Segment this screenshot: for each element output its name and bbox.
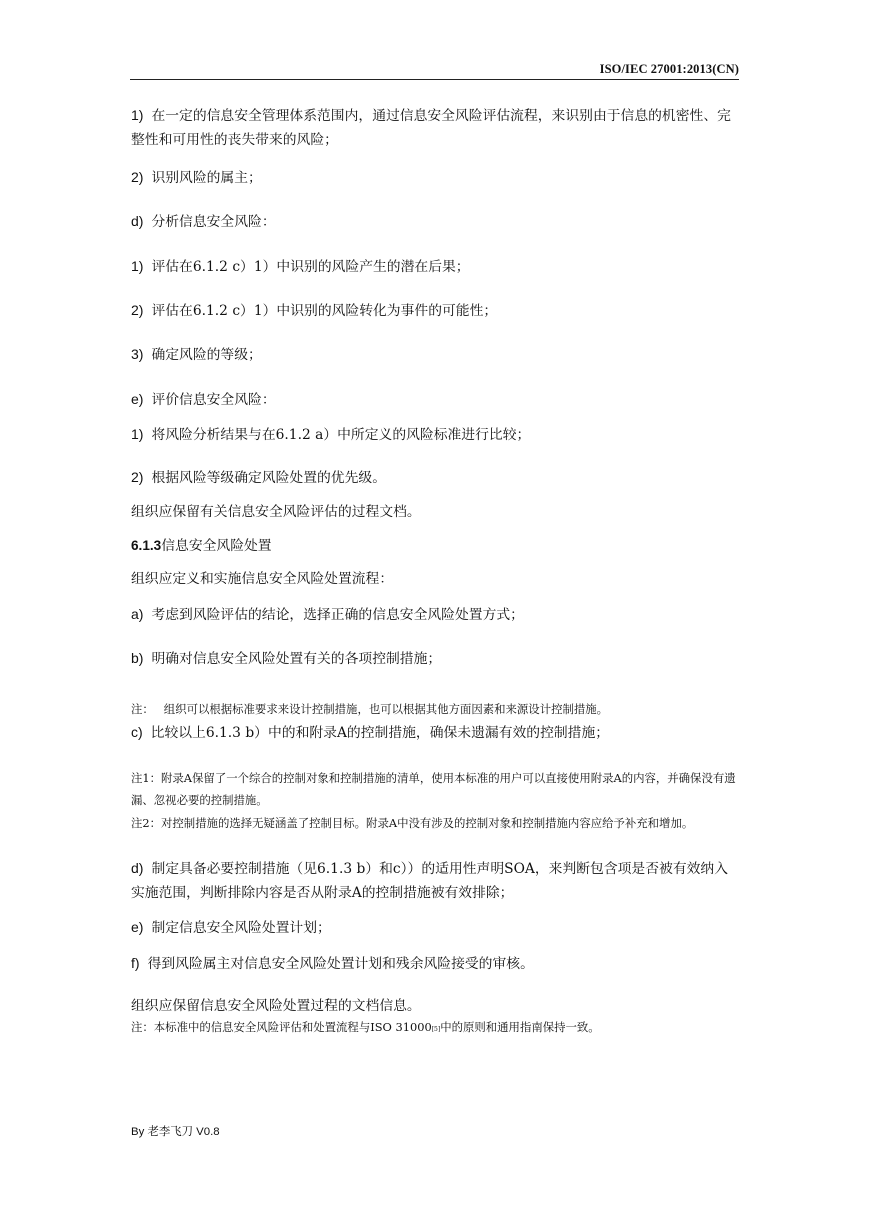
- note-c2: 注2：对控制措施的选择无疑涵盖了控制目标。附录A中没有涉及的控制对象和控制措施内容应给予补充和增加。: [131, 816, 694, 830]
- list-marker: 2): [131, 469, 144, 485]
- list-item-d1: [131, 257, 470, 276]
- list-item-d2: [131, 301, 497, 320]
- list-marker: 1): [131, 107, 144, 123]
- list-text: 明确对信息安全风险处置有关的各项控制措施；: [151, 651, 442, 667]
- list-item-e1: [131, 425, 530, 444]
- list-text: 得到风险属主对信息安全风险处置计划和残余风险接受的审核。: [147, 956, 534, 972]
- list-marker: e): [131, 391, 144, 407]
- list-text: 制定具备必要控制措施（见6.1.3 b）和c））的适用性声明SOA，来判断包含项是否被有效纳入实施范围，判断排除内容是否从附录A的控制措施被有效排除；: [131, 861, 729, 901]
- list-marker: 2): [131, 169, 144, 185]
- list-marker: d): [131, 860, 144, 876]
- list-marker: c): [131, 724, 143, 740]
- footer-author: By 老李飞刀 V0.8: [131, 1126, 220, 1138]
- note-label: 注：: [131, 702, 154, 716]
- list-text: 制定信息安全风险处置计划；: [151, 920, 331, 936]
- note-text-after: 中的原则和通用指南保持一致。: [440, 1020, 600, 1034]
- list-marker: 1): [131, 426, 144, 442]
- list-text: 评估在6.1.2 c）1）中识别的风险转化为事件的可能性；: [151, 303, 498, 319]
- note-c1: 注1：附录A保留了一个综合的控制对象和控制措施的清单，使用本标准的用户可以直接使用附录A的内容，并确保没有遗漏、忽视必要的控制措施。: [131, 771, 736, 807]
- paragraph-retain-treatment: 组织应保留信息安全风险处置过程的文档信息。: [131, 998, 421, 1014]
- list-text: 评价信息安全风险：: [151, 392, 276, 408]
- header-divider: [130, 79, 739, 80]
- list-marker: a): [131, 606, 144, 622]
- list-item-ta: [131, 605, 524, 624]
- list-marker: 2): [131, 302, 144, 318]
- list-text: 根据风险等级确定风险处置的优先级。: [151, 470, 386, 486]
- list-item-tb: [131, 649, 441, 668]
- list-item-e: [131, 390, 276, 409]
- list-item-c2: [131, 168, 262, 187]
- note-final: [131, 1018, 600, 1039]
- list-text: 将风险分析结果与在6.1.2 a）中所定义的风险标准进行比较；: [151, 427, 531, 443]
- list-marker: d): [131, 213, 144, 229]
- list-item-tf: [131, 954, 534, 973]
- list-text: 比较以上6.1.3 b）中的和附录A的控制措施，确保未遗漏有效的控制措施；: [150, 725, 610, 741]
- list-item-te: [131, 918, 331, 937]
- list-marker: e): [131, 919, 144, 935]
- list-text: 评估在6.1.2 c）1）中识别的风险产生的潜在后果；: [151, 259, 470, 275]
- list-marker: 3): [131, 346, 144, 362]
- list-item-c1: [131, 103, 739, 152]
- note-text: 组织可以根据标准要求来设计控制措施，也可以根据其他方面因素和来源设计控制措施。: [163, 702, 609, 716]
- list-text: 分析信息安全风险：: [151, 214, 276, 230]
- list-marker: b): [131, 650, 144, 666]
- list-item-tc: [131, 723, 609, 742]
- list-text: 识别风险的属主；: [151, 170, 262, 186]
- list-item-e2: [131, 468, 386, 487]
- section-heading-6-1-3: [131, 537, 272, 555]
- list-marker: f): [131, 955, 140, 971]
- paragraph-retain-assessment: 组织应保留有关信息安全风险评估的过程文档。: [131, 504, 421, 520]
- reference-marker: [5]: [431, 1026, 441, 1033]
- list-item-d: [131, 212, 276, 231]
- note-text-before: 注：本标准中的信息安全风险评估和处置流程与ISO 31000: [131, 1020, 432, 1034]
- section-title: 信息安全风险处置: [161, 538, 272, 554]
- list-text: 在一定的信息安全管理体系范围内，通过信息安全风险评估流程，来识别由于信息的机密性、完整性和可用性的丧失带来的风险；: [131, 108, 731, 148]
- note-b: [131, 700, 608, 718]
- section-number: 6.1.3: [131, 538, 162, 553]
- list-item-d3: [131, 345, 262, 364]
- paragraph-define-treatment: 组织应定义和实施信息安全风险处置流程：: [131, 571, 394, 587]
- list-text: 考虑到风险评估的结论，选择正确的信息安全风险处置方式；: [151, 607, 524, 623]
- list-marker: 1): [131, 258, 144, 274]
- standard-title: ISO/IEC 27001:2013(CN): [599, 62, 739, 76]
- list-item-td: [131, 856, 739, 905]
- list-text: 确定风险的等级；: [151, 347, 262, 363]
